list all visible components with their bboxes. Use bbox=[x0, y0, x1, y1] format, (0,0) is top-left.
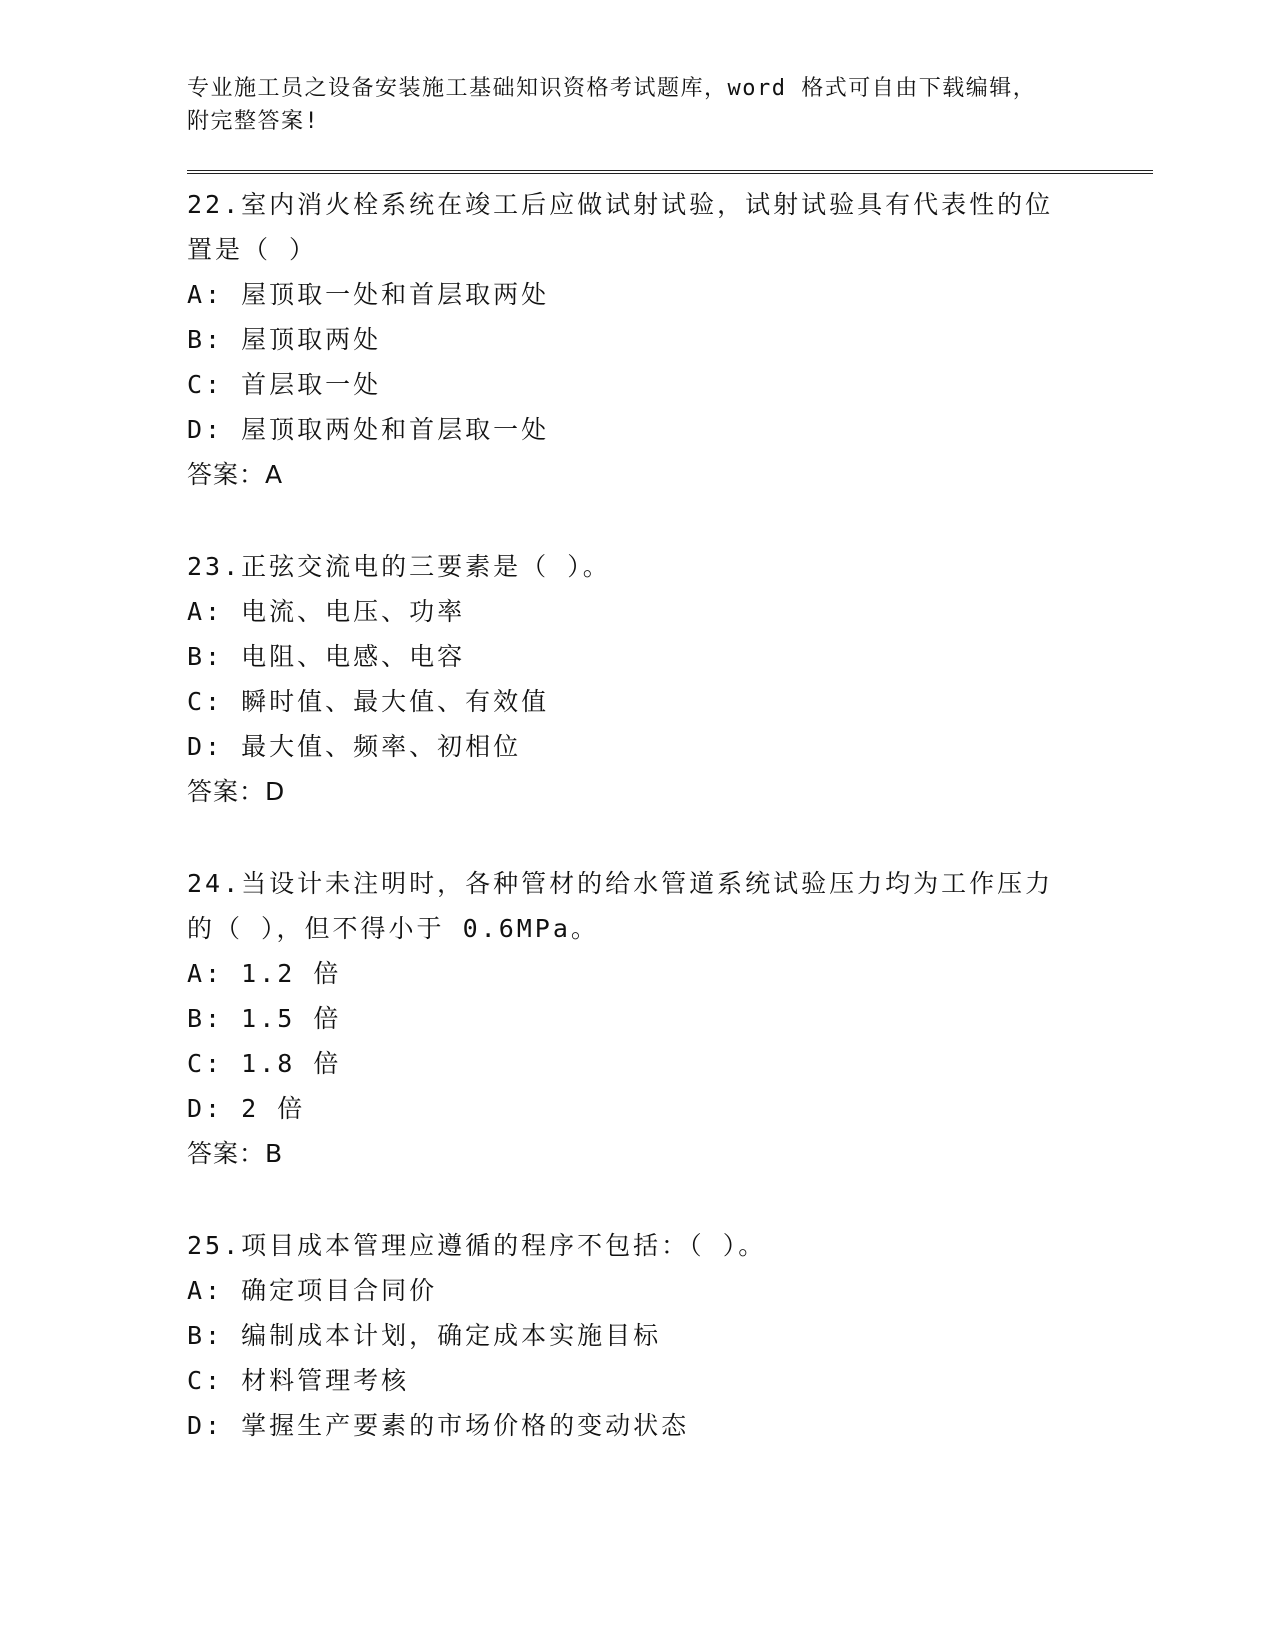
question-stem-line: 的（ ），但不得小于 0.6MPa。 bbox=[187, 914, 599, 943]
header-divider bbox=[187, 170, 1153, 174]
question-stem-line: 25.项目成本管理应遵循的程序不包括：（ ）。 bbox=[187, 1231, 767, 1260]
question-stem-line: 24.当设计未注明时，各种管材的给水管道系统试验压力均为工作压力 bbox=[187, 869, 1054, 898]
option-a: A: 屋顶取一处和首层取两处 bbox=[187, 280, 550, 309]
answer-line: 答案：D bbox=[187, 777, 286, 806]
option-d: D: 屋顶取两处和首层取一处 bbox=[187, 415, 550, 444]
option-b: B: 电阻、电感、电容 bbox=[187, 642, 466, 671]
double-rule bbox=[187, 170, 1153, 174]
option-c: C: 材料管理考核 bbox=[187, 1366, 410, 1395]
question-23 bbox=[187, 544, 1153, 814]
option-c: C: 首层取一处 bbox=[187, 370, 382, 399]
option-b: B: 编制成本计划，确定成本实施目标 bbox=[187, 1321, 662, 1350]
option-b: B: 屋顶取两处 bbox=[187, 325, 382, 354]
option-a: A: 确定项目合同价 bbox=[187, 1276, 438, 1305]
question-stem-line: 23.正弦交流电的三要素是（ ）。 bbox=[187, 552, 611, 581]
option-a: A: 1.2 倍 bbox=[187, 959, 342, 988]
question-stem-line: 置是（ ） bbox=[187, 235, 318, 264]
option-d: D: 掌握生产要素的市场价格的变动状态 bbox=[187, 1411, 690, 1440]
option-d: D: 最大值、频率、初相位 bbox=[187, 732, 522, 761]
answer-line: 答案：B bbox=[187, 1139, 284, 1168]
option-a: A: 电流、电压、功率 bbox=[187, 597, 466, 626]
option-d: D: 2 倍 bbox=[187, 1094, 306, 1123]
document-header bbox=[187, 72, 1153, 138]
question-22 bbox=[187, 182, 1153, 497]
question-24 bbox=[187, 861, 1153, 1176]
header-line-2: 附完整答案! bbox=[187, 109, 320, 134]
option-b: B: 1.5 倍 bbox=[187, 1004, 342, 1033]
answer-line: 答案：A bbox=[187, 460, 284, 489]
question-stem-line: 22.室内消火栓系统在竣工后应做试射试验，试射试验具有代表性的位 bbox=[187, 190, 1054, 219]
option-c: C: 1.8 倍 bbox=[187, 1049, 342, 1078]
header-line-1: 专业施工员之设备安装施工基础知识资格考试题库，word 格式可自由下载编辑， bbox=[187, 76, 1037, 101]
question-25 bbox=[187, 1223, 1153, 1448]
option-c: C: 瞬时值、最大值、有效值 bbox=[187, 687, 550, 716]
document-page bbox=[187, 72, 1153, 1495]
